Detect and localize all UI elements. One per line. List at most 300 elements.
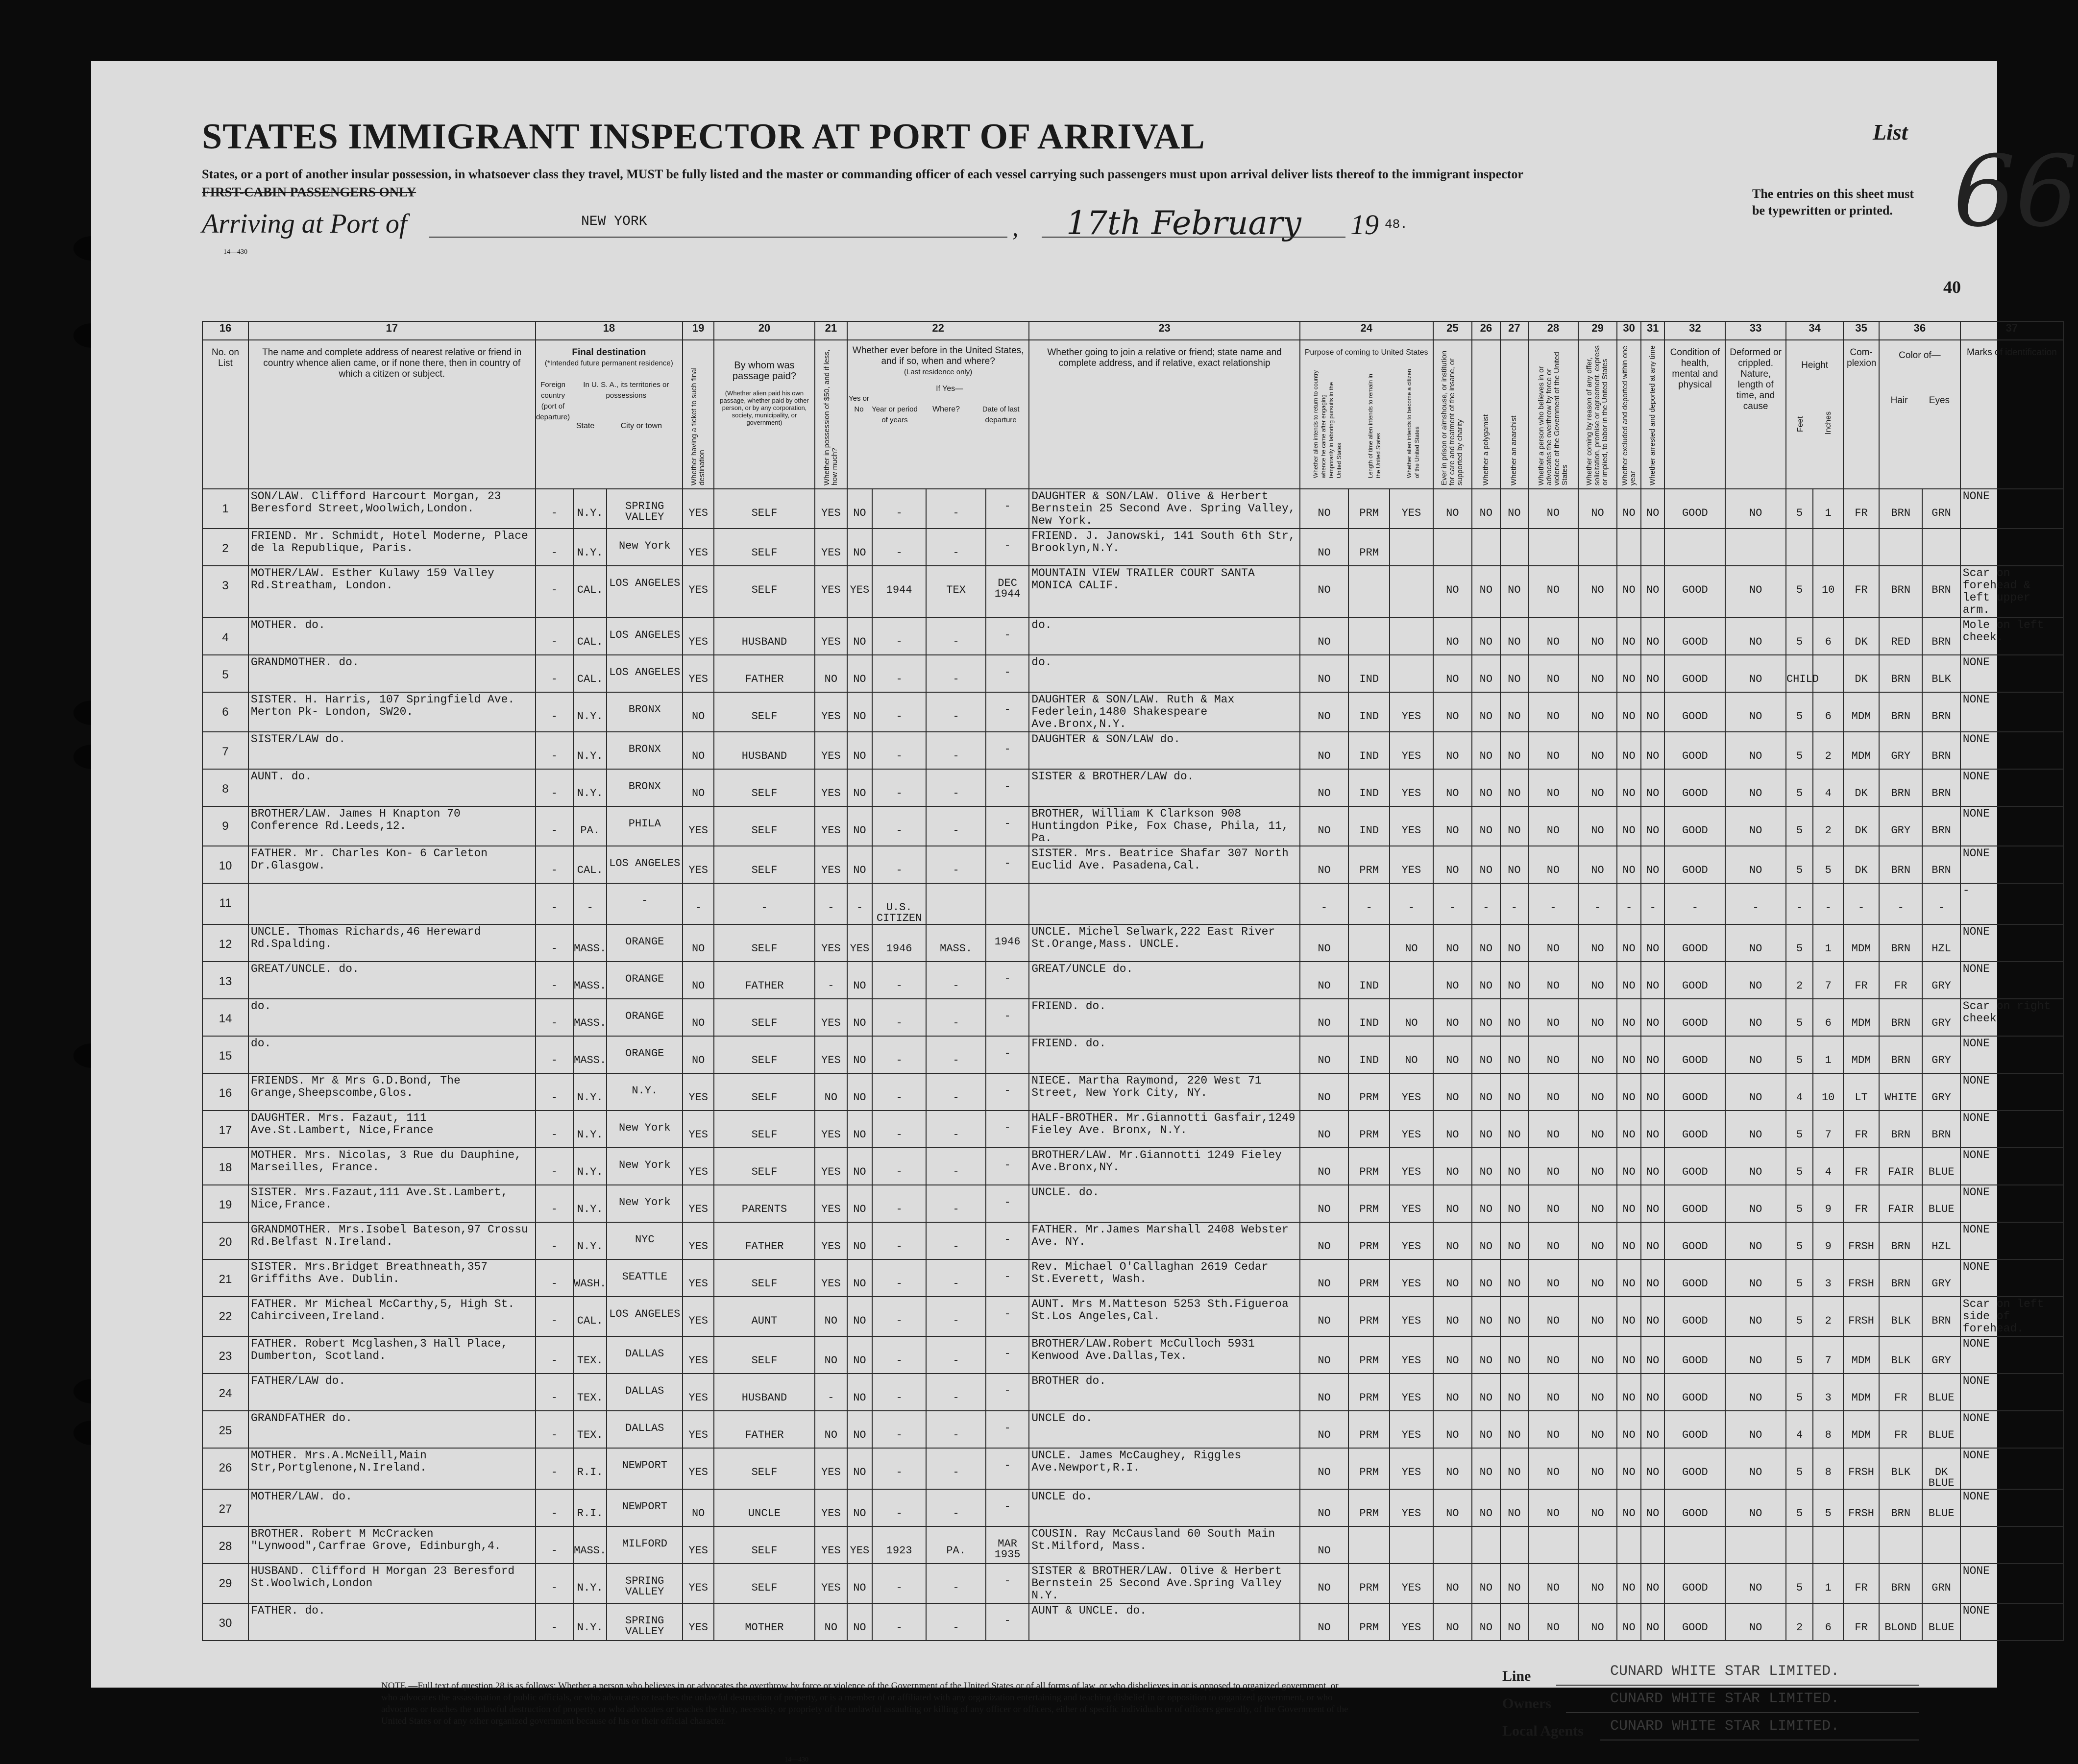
cell-hair (1879, 924, 1922, 962)
cell-text: PRM (1359, 1278, 1379, 1290)
cell-text: NONE (1962, 1337, 1990, 1350)
cell-p1 (1300, 1222, 1348, 1259)
cell-dt (986, 529, 1029, 566)
cell-text: SISTER. Mrs.Fazaut,111 Ave.St.Lambert, Nice,France. (250, 1186, 508, 1211)
cell-text: Scar on left side of forehead. (1962, 1298, 2044, 1335)
cell-per (872, 1185, 927, 1222)
cell-paid (714, 1526, 815, 1564)
table-row (202, 1564, 2063, 1603)
table-row (202, 1036, 2063, 1073)
cell-text: YES (688, 1429, 708, 1441)
cell-text: YES (688, 1354, 708, 1367)
cell-tk (683, 1259, 714, 1297)
cell-c27 (1500, 1526, 1528, 1564)
cell-fc (536, 1148, 573, 1185)
cell-text: N.Y. (577, 1240, 603, 1253)
cell-hair (1879, 618, 1922, 655)
cell-c28 (1528, 1259, 1578, 1297)
line-underline (1556, 1684, 1919, 1686)
cell-text: GOOD (1682, 1507, 1708, 1520)
cell-text: NO (853, 750, 866, 762)
header-deformed: Deformed or crippled. Nature, length of time, and cause (1725, 340, 1786, 489)
table-row (202, 529, 2063, 566)
cell-per (872, 732, 927, 769)
cell-text: GRY (1931, 980, 1951, 992)
cell-rel (248, 692, 536, 732)
cell-paid (714, 1036, 815, 1073)
cell-per (872, 1336, 927, 1374)
cell-text: NO (1508, 864, 1521, 876)
cell-text: MOTHER. Mrs.A.McNeill,Main Str,Portglenone,N.Ireland. (250, 1449, 427, 1474)
cell-p2 (1348, 1222, 1390, 1259)
cell-hl (1664, 1603, 1725, 1641)
cell-text: - (953, 787, 959, 799)
cell-c27 (1500, 883, 1528, 924)
cell-text: HUSBAND (741, 636, 787, 648)
cell-ft (1786, 999, 1813, 1036)
cell-c27 (1500, 1036, 1528, 1073)
cell-text: YES (1401, 1278, 1421, 1290)
cell-text: CAL. (577, 636, 603, 648)
cell-c30 (1617, 529, 1641, 566)
cell-text: - (953, 1240, 959, 1253)
cell-text: NO (1749, 584, 1762, 596)
cell-text: YES (688, 636, 708, 648)
row-number (202, 1336, 248, 1374)
cell-eye (1922, 692, 1960, 732)
header-polygamist: Whether a polygamist (1472, 340, 1500, 489)
cell-text: NO (1508, 787, 1521, 799)
cell-fc (536, 1448, 573, 1489)
cell-text: BRN (1931, 584, 1951, 596)
cell-c27 (1500, 618, 1528, 655)
cell-text: RED (1891, 636, 1911, 648)
cell-per (872, 924, 927, 962)
cell-p3 (1390, 618, 1433, 655)
cell-text: 21 (219, 1273, 232, 1286)
cell-c31 (1641, 1336, 1665, 1374)
cell-city (607, 769, 683, 806)
cell-join (1029, 1411, 1300, 1448)
cell-text: NO (1546, 980, 1560, 992)
cell-inch (1813, 924, 1843, 962)
cell-text: New York (618, 1196, 671, 1208)
cell-per (872, 1222, 927, 1259)
cell-wh (926, 1336, 986, 1374)
cell-c26 (1472, 1222, 1500, 1259)
cell-text: NO (1622, 1129, 1636, 1141)
cell-text: NO (1479, 1017, 1493, 1029)
cell-text: N.Y. (577, 1129, 603, 1141)
cell-text: - (953, 710, 959, 723)
cell-text: - (953, 673, 959, 685)
cell-text: - (828, 980, 834, 992)
cell-text: UNCLE. Thomas Richards,46 Hereward Rd.Spalding. (250, 925, 481, 950)
cell-text: NO (1591, 864, 1604, 876)
cell-wh (926, 1073, 986, 1111)
cell-text: NO (1646, 1354, 1660, 1367)
cell-per (872, 846, 927, 883)
cell-city (607, 1564, 683, 1603)
cell-c27 (1500, 655, 1528, 692)
cell-c28 (1528, 1411, 1578, 1448)
cell-city (607, 806, 683, 846)
cell-text: NO (1508, 1354, 1521, 1367)
cell-text: FR (1855, 1621, 1868, 1634)
cell-paid (714, 655, 815, 692)
cell-text: BRN (1891, 1240, 1911, 1253)
cell-text: NO (1546, 507, 1560, 519)
cell-p2 (1348, 1603, 1390, 1641)
cell-c26 (1472, 1259, 1500, 1297)
cell-text: 2 (1796, 1621, 1803, 1634)
cell-text: - (551, 547, 558, 559)
cell-text: - (896, 1240, 903, 1253)
cell-text: 6 (222, 705, 229, 719)
cell-text: NO (1479, 1466, 1493, 1478)
cell-text: GOOD (1682, 1203, 1708, 1215)
cell-text: 10 (1821, 584, 1835, 596)
cell-df (1725, 692, 1786, 732)
cell-text: FATHER. Robert Mcglashen,3 Hall Place, Dumberton, Scotland. (250, 1337, 508, 1362)
cell-text: - (1594, 901, 1601, 914)
cell-cx (1843, 618, 1879, 655)
cell-text: 30 (219, 1617, 232, 1630)
cell-hair (1879, 1448, 1922, 1489)
cell-text: HUSBAND (741, 1392, 787, 1404)
cell-bef (847, 1374, 872, 1411)
cell-text: - (953, 1429, 959, 1441)
cell-text: LOS ANGELES (609, 1308, 681, 1320)
cell-p2 (1348, 1259, 1390, 1297)
cell-st (573, 1374, 607, 1411)
cell-tk (683, 618, 714, 655)
cell-text: YES (1401, 1315, 1421, 1327)
cell-text: PRM (1359, 1315, 1379, 1327)
cell-fifty (815, 846, 847, 883)
cell-p3 (1390, 999, 1433, 1036)
cell-tk (683, 999, 714, 1036)
column-number: 19 (683, 321, 714, 340)
cell-c27 (1500, 529, 1528, 566)
cell-c25 (1433, 1374, 1472, 1411)
cell-c28 (1528, 1073, 1578, 1111)
cell-mk (1960, 1448, 2063, 1489)
cell-text: - (896, 673, 903, 685)
cell-fifty (815, 1036, 847, 1073)
cell-text: LOS ANGELES (609, 577, 681, 589)
cell-text: YES (821, 636, 841, 648)
cell-dt (986, 1111, 1029, 1148)
cell-city (607, 1526, 683, 1564)
cell-text: YES (688, 1315, 708, 1327)
cell-wh (926, 692, 986, 732)
cell-text: PRM (1359, 1203, 1379, 1215)
cell-text: NONE (1962, 847, 1990, 860)
cell-text: UNCLE. James McCaughey, Riggles Ave.Newport,R.I. (1031, 1449, 1242, 1474)
cell-text: 5 (1796, 1240, 1803, 1253)
cell-text: MDM (1851, 1017, 1871, 1029)
cell-text: NO (1508, 750, 1521, 762)
cell-p1 (1300, 566, 1348, 618)
cell-text: NO (1508, 1429, 1521, 1441)
cell-p3 (1390, 1489, 1433, 1526)
cell-join (1029, 1036, 1300, 1073)
cell-eye (1922, 1564, 1960, 1603)
cell-text: - (1649, 901, 1656, 914)
cell-text: NO (853, 824, 866, 837)
cell-c25 (1433, 883, 1472, 924)
cell-text: NONE (1962, 1604, 1990, 1617)
cell-text: FAIR (1887, 1203, 1914, 1215)
cell-c28 (1528, 732, 1578, 769)
cell-text: SELF (751, 942, 778, 955)
column-label-row (202, 340, 2063, 489)
cell-text: NO (1749, 1582, 1762, 1594)
cell-st (573, 924, 607, 962)
cell-c29 (1578, 1073, 1617, 1111)
cell-fifty (815, 769, 847, 806)
cell-fifty (815, 1222, 847, 1259)
port-underline (429, 236, 1007, 238)
cell-text: NO (853, 1582, 866, 1594)
cell-text: YES (821, 710, 841, 723)
cell-text: NO (853, 980, 866, 992)
cell-c31 (1641, 1448, 1665, 1489)
cell-text: - (587, 901, 593, 914)
cell-tk (683, 1489, 714, 1526)
cell-text: 5 (1796, 864, 1803, 876)
entries-note-1: The entries on this sheet must (1752, 187, 1914, 201)
cell-text: NO (1646, 1054, 1660, 1066)
cell-text: HZL (1931, 1240, 1951, 1253)
cell-text: DALLAS (625, 1385, 664, 1397)
cell-eye (1922, 1448, 1960, 1489)
cell-tk (683, 924, 714, 962)
cell-text: SELF (751, 507, 778, 519)
cell-text: - (1938, 901, 1945, 914)
cell-text: NO (1591, 1392, 1604, 1404)
cell-text: - (1449, 901, 1456, 914)
column-number: 21 (815, 321, 847, 340)
cell-text: NO (1546, 1392, 1560, 1404)
cell-c29 (1578, 566, 1617, 618)
cell-dt (986, 1185, 1029, 1222)
cell-fifty (815, 692, 847, 732)
cell-text: 5 (1796, 1315, 1803, 1327)
cell-p3 (1390, 1448, 1433, 1489)
cell-c29 (1578, 529, 1617, 566)
cell-rel (248, 1148, 536, 1185)
cell-eye (1922, 1036, 1960, 1073)
cell-text: Mole on left cheek. (1962, 619, 2044, 644)
cell-dt (986, 1036, 1029, 1073)
cell-p2 (1348, 846, 1390, 883)
cell-c27 (1500, 1336, 1528, 1374)
cell-text: NO (1446, 1315, 1459, 1327)
cell-text: NO (853, 547, 866, 559)
cell-eye (1922, 1111, 1960, 1148)
cell-per (872, 1148, 927, 1185)
cell-text: NO (1622, 750, 1636, 762)
cell-cx (1843, 769, 1879, 806)
cell-paid (714, 1336, 815, 1374)
cell-rel (248, 806, 536, 846)
cell-text: 5 (1796, 507, 1803, 519)
cell-ft (1786, 692, 1813, 732)
cell-text: 5 (1796, 1054, 1803, 1066)
cell-tk (683, 566, 714, 618)
column-number: 24 (1300, 321, 1433, 340)
cell-text: - (953, 864, 959, 876)
cell-c29 (1578, 1036, 1617, 1073)
cell-c28 (1528, 529, 1578, 566)
cell-rel (248, 1185, 536, 1222)
cell-text: NONE (1962, 1223, 1990, 1236)
cell-text: NO (1749, 750, 1762, 762)
cell-fifty (815, 1603, 847, 1641)
cell-text: 4 (1796, 1429, 1803, 1441)
cell-p3 (1390, 1036, 1433, 1073)
cell-text: DAUGHTER. Mrs. Fazaut, 111 Ave.St.Lambert, Nice,France (250, 1112, 434, 1136)
cell-text: YES (1401, 1354, 1421, 1367)
cell-ft (1786, 1111, 1813, 1148)
cell-text: FATHER (745, 1240, 784, 1253)
cell-text: NO (853, 1054, 866, 1066)
cell-fifty (815, 1111, 847, 1148)
cell-text: 25 (219, 1424, 232, 1437)
cell-eye (1922, 1148, 1960, 1185)
cell-fc (536, 1185, 573, 1222)
cell-text: NO (1318, 1091, 1331, 1104)
cell-join (1029, 1259, 1300, 1297)
cell-ft (1786, 566, 1813, 618)
cell-text: - (551, 584, 558, 596)
cell-eye (1922, 1489, 1960, 1526)
cell-text: MAR 1935 (994, 1538, 1021, 1561)
cell-hl (1664, 883, 1725, 924)
cell-bef (847, 655, 872, 692)
cell-text: NO (1508, 1507, 1521, 1520)
cell-hl (1664, 1411, 1725, 1448)
cell-wh (926, 1526, 986, 1564)
cell-text: NO (1646, 787, 1660, 799)
cell-text: - (896, 710, 903, 723)
owners-stamp: CUNARD WHITE STAR LIMITED. (1610, 1691, 1840, 1707)
cell-hl (1664, 1489, 1725, 1526)
cell-text: - (551, 1166, 558, 1178)
cell-text: - (551, 1466, 558, 1478)
cell-p2 (1348, 692, 1390, 732)
cell-text: HZL (1931, 942, 1951, 955)
cell-c30 (1617, 692, 1641, 732)
cell-text: YES (1401, 1507, 1421, 1520)
cell-c28 (1528, 1336, 1578, 1374)
cell-c26 (1472, 962, 1500, 999)
cell-text: NO (1446, 1278, 1459, 1290)
cell-text: BLK (1891, 1354, 1911, 1367)
passenger-table (202, 488, 2064, 1641)
cell-dt (986, 732, 1029, 769)
cell-dt (986, 1336, 1029, 1374)
cell-text: NO (1749, 1315, 1762, 1327)
cell-text: IND (1359, 710, 1379, 723)
cell-join (1029, 1336, 1300, 1374)
cell-text: YES (821, 1582, 841, 1594)
cell-text: NO (853, 1392, 866, 1404)
cell-text: 3 (1825, 1392, 1832, 1404)
cell-st (573, 1489, 607, 1526)
cell-c31 (1641, 1185, 1665, 1222)
cell-text: GOOD (1682, 1429, 1708, 1441)
cell-fc (536, 732, 573, 769)
cell-text: 17 (219, 1124, 232, 1137)
cell-text: YES (1401, 750, 1421, 762)
cell-fc (536, 962, 573, 999)
cell-c25 (1433, 1411, 1472, 1448)
cell-paid (714, 732, 815, 769)
cell-text: NO (1622, 980, 1636, 992)
cell-c27 (1500, 924, 1528, 962)
cell-text: YES (688, 1392, 708, 1404)
cell-text: NO (1749, 1621, 1762, 1634)
cell-text: 2 (222, 542, 229, 555)
cell-wh (926, 1036, 986, 1073)
cell-p3 (1390, 806, 1433, 846)
cell-p1 (1300, 846, 1348, 883)
cell-text: - (896, 1203, 903, 1215)
cell-fc (536, 846, 573, 883)
cell-text: - (551, 1278, 558, 1290)
cell-text: CAL. (577, 673, 603, 685)
cell-text: NO (1508, 1129, 1521, 1141)
cell-per (872, 1111, 927, 1148)
cell-text: YES (688, 584, 708, 596)
cell-inch (1813, 732, 1843, 769)
cell-text: DK BLUE (1928, 1466, 1955, 1489)
cell-fifty (815, 1336, 847, 1374)
cell-text: NO (1318, 787, 1331, 799)
cell-wh (926, 1564, 986, 1603)
cell-text: - (551, 1203, 558, 1215)
cell-text: NO (1318, 636, 1331, 648)
cell-text: - (551, 1017, 558, 1029)
cell-p1 (1300, 769, 1348, 806)
cell-text: NO (1508, 636, 1521, 648)
cell-cx (1843, 1448, 1879, 1489)
cell-text: 7 (1825, 1129, 1832, 1141)
cell-text: NO (1479, 1315, 1493, 1327)
cell-c30 (1617, 1448, 1641, 1489)
cell-ft (1786, 1374, 1813, 1411)
cell-text: PA. (946, 1545, 966, 1557)
cell-text: BLK (1891, 1466, 1911, 1478)
cell-wh (926, 999, 986, 1036)
cell-join (1029, 566, 1300, 618)
cell-text: NO (824, 1315, 838, 1327)
cell-text: NO (1749, 1203, 1762, 1215)
cell-ft (1786, 1411, 1813, 1448)
cell-text: GOOD (1682, 1129, 1708, 1141)
cell-inch (1813, 1111, 1843, 1148)
cell-text: NO (1546, 1017, 1560, 1029)
cell-rel (248, 1036, 536, 1073)
cell-rel (248, 1411, 536, 1448)
cell-text: GRY (1931, 1278, 1951, 1290)
cell-df (1725, 806, 1786, 846)
cell-inch (1813, 1489, 1843, 1526)
cell-text: NO (1749, 673, 1762, 685)
